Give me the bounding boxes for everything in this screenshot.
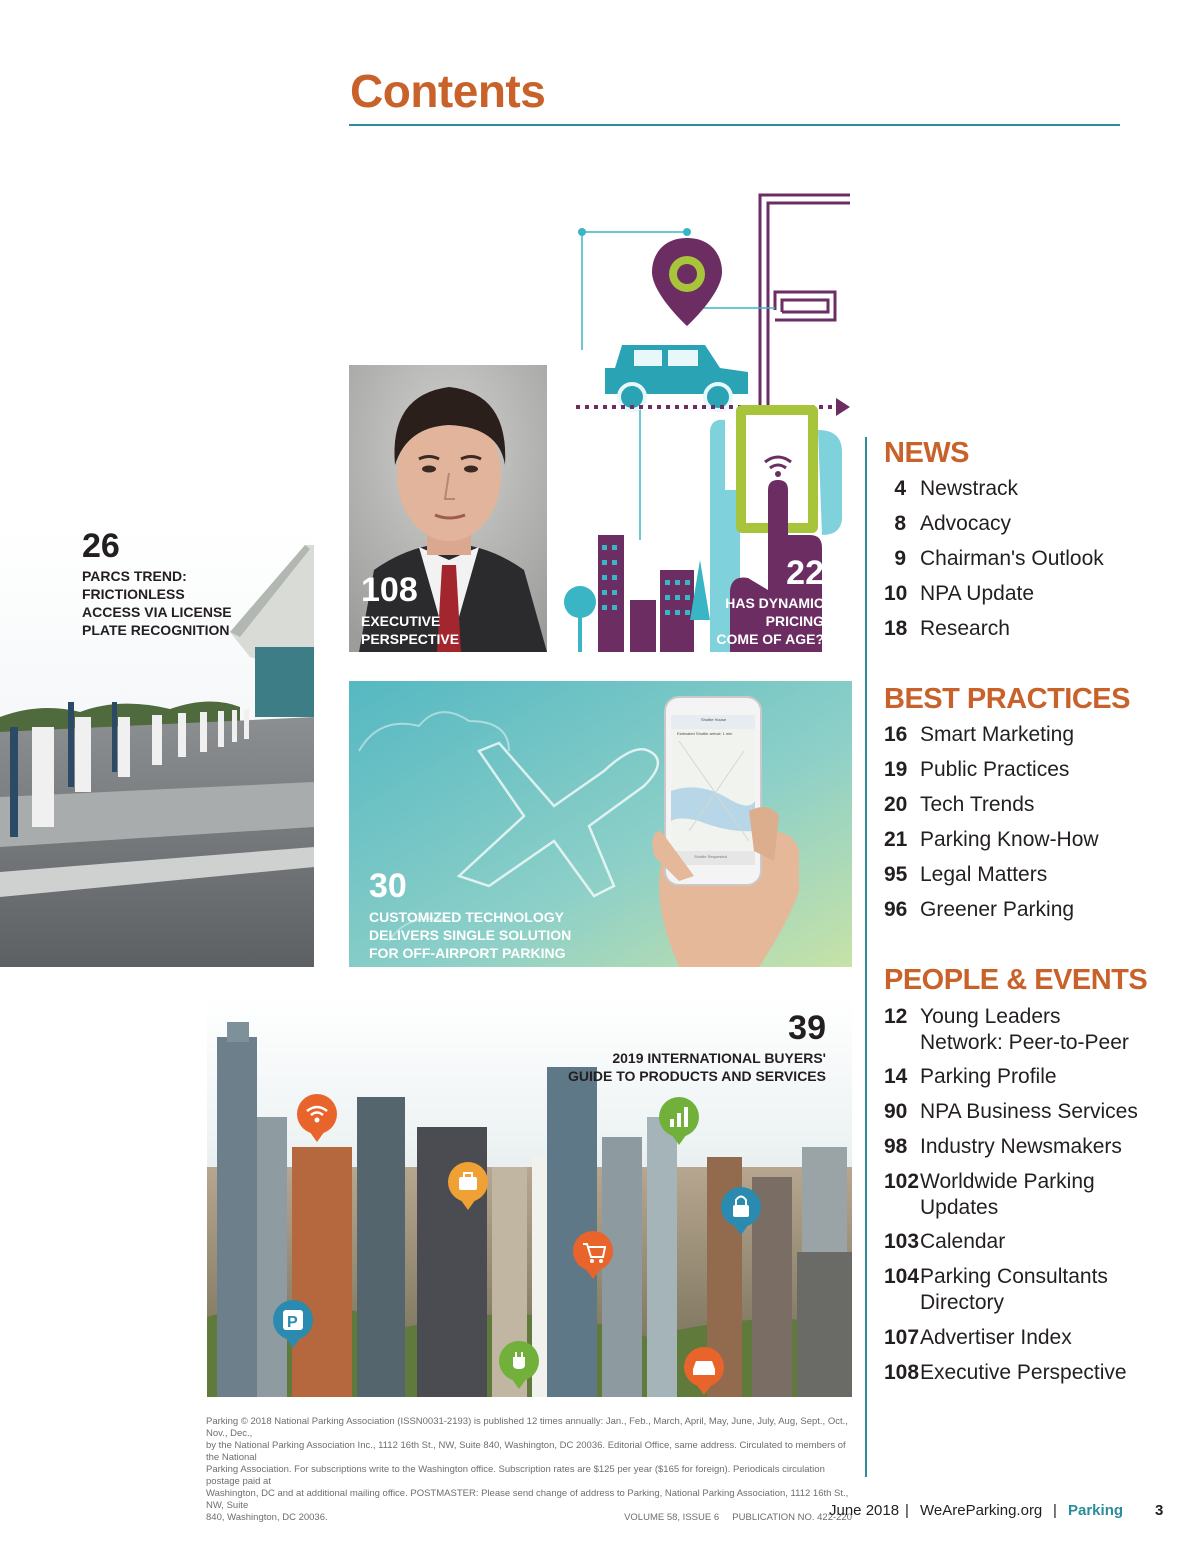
feature-caption: [369, 908, 571, 962]
toc-page-number: 107: [884, 1326, 920, 1349]
feature-number: 22: [786, 554, 824, 592]
toc-page-number: 108: [884, 1361, 920, 1384]
toc-page-number: 12: [884, 1005, 908, 1028]
feature-number: 108: [361, 571, 418, 609]
toc-page-number: 95: [884, 863, 908, 886]
page-number: 3: [1155, 1502, 1164, 1519]
volume-info: VOLUME 58, ISSUE 6 PUBLICATION NO. 422-220: [624, 1512, 852, 1523]
caption-line: PARCS TREND:: [82, 568, 187, 584]
caption-line: DELIVERS SINGLE SOLUTION: [369, 927, 572, 943]
caption-line: FRICTIONLESS: [82, 586, 185, 602]
toc-divider: [865, 437, 867, 1477]
section-heading-people-events: PEOPLE & EVENTS: [884, 964, 1148, 996]
feature-number: 39: [788, 1009, 826, 1047]
caption-line: ACCESS VIA LICENSE: [82, 604, 232, 620]
toc-label: Newstrack: [920, 477, 1019, 500]
toc-label: Industry Newsmakers: [920, 1135, 1122, 1158]
toc-label: Advocacy: [920, 512, 1012, 535]
feature-number: 30: [369, 867, 407, 905]
toc-label-continued: Network: Peer-to-Peer: [920, 1031, 1129, 1054]
toc-label: Chairman's Outlook: [920, 547, 1104, 570]
footer-separator: |: [1053, 1502, 1057, 1519]
toc-page-number: 9: [894, 547, 906, 570]
toc-page-number: 21: [884, 828, 908, 851]
toc-label: Parking Know-How: [920, 828, 1099, 851]
toc-page-number: 104: [884, 1265, 920, 1288]
title-rule: [349, 124, 1120, 126]
toc-page-number: 4: [894, 477, 906, 500]
caption-line: HAS DYNAMIC: [725, 595, 824, 611]
feature-number: 26: [82, 527, 120, 565]
toc-label: Calendar: [920, 1230, 1006, 1253]
toc-page-number: 8: [894, 512, 906, 535]
colophon-line: Washington, DC and at additional mailing office. POSTMASTER: Please send change of address to Parking, National Parking Association, 1112 16th St., NW, Suite: [206, 1488, 849, 1511]
toc-page-number: 14: [884, 1065, 908, 1088]
toc-label: Parking Consultants: [920, 1265, 1108, 1288]
toc-label: Advertiser Index: [920, 1326, 1072, 1349]
feature-executive[interactable]: [349, 365, 547, 652]
toc-label: Smart Marketing: [920, 723, 1075, 746]
toc-label-continued: Updates: [920, 1196, 999, 1219]
toc-page-number: 16: [884, 723, 908, 746]
footer-date: June 2018: [829, 1502, 900, 1519]
colophon-line: by the National Parking Association Inc., 1112 16th St., NW, Suite 840, Washington, DC 20036. Editorial Office, same address. Circulated to members of the National: [206, 1440, 846, 1463]
toc-page-number: 96: [884, 898, 908, 921]
caption-line: 2019 INTERNATIONAL BUYERS': [612, 1050, 826, 1066]
colophon-line: Parking Association. For subscriptions write to the Washington office. Subscription rates are $125 per year ($165 for foreign). Periodicals circulation postage paid at: [206, 1464, 825, 1487]
toc-page-number: 90: [884, 1100, 908, 1123]
toc-page-number: 102: [884, 1170, 920, 1193]
toc-page-number: 10: [884, 582, 908, 605]
toc-label: Greener Parking: [920, 898, 1075, 921]
feature-caption: [716, 594, 824, 648]
toc-label: Research: [920, 617, 1010, 640]
phone-screen-header: Shuttle House: [701, 717, 727, 722]
feature-buyers-guide[interactable]: [207, 997, 852, 1397]
toc-label: NPA Update: [920, 582, 1035, 605]
colophon-line: 840, Washington, DC 20036.: [206, 1512, 328, 1523]
feature-caption: [361, 612, 459, 648]
feature-dynamic-pricing[interactable]: [560, 190, 852, 652]
toc-label: NPA Business Services: [920, 1100, 1138, 1123]
toc-label: Executive Perspective: [920, 1361, 1127, 1384]
caption-line: COME OF AGE?: [716, 631, 824, 647]
toc-label: Young Leaders: [920, 1005, 1061, 1028]
colophon-line: Parking © 2018 National Parking Association (ISSN0031-2193) is published 12 times annually: Jan., Feb., March, April, May, June, July, Aug, Sept., Oct., Nov., Dec.,: [206, 1416, 848, 1439]
section-heading-best-practices: BEST PRACTICES: [884, 683, 1130, 715]
footer-magazine-name: Parking: [1068, 1502, 1124, 1519]
caption-line: PERSPECTIVE: [361, 631, 460, 647]
svg-text:P: P: [287, 1314, 298, 1331]
caption-line: EXECUTIVE: [361, 613, 441, 629]
caption-line: FOR OFF-AIRPORT PARKING: [369, 945, 566, 961]
page-title: Contents: [350, 65, 546, 117]
toc-page-number: 18: [884, 617, 908, 640]
toc-label: Tech Trends: [920, 793, 1035, 816]
feature-parcs[interactable]: [0, 527, 314, 967]
toc-page-number: 98: [884, 1135, 908, 1158]
phone-screen-button[interactable]: Shuttle Requested: [694, 854, 727, 859]
colophon: [206, 1416, 852, 1524]
phone-screen-status: Estimated Shuttle arrival: 1 min: [677, 731, 733, 736]
caption-line: GUIDE TO PRODUCTS AND SERVICES: [567, 1068, 826, 1084]
toc-label: Worldwide Parking: [920, 1170, 1095, 1193]
caption-line: CUSTOMIZED TECHNOLOGY: [369, 909, 564, 925]
feature-caption: [82, 567, 232, 639]
toc-label: Legal Matters: [920, 863, 1048, 886]
toc-page-number: 19: [884, 758, 908, 781]
toc-page-number: 20: [884, 793, 908, 816]
feature-customized-tech[interactable]: [349, 681, 852, 967]
toc-label: Parking Profile: [920, 1065, 1057, 1088]
footer-website-link[interactable]: WeAreParking.org: [920, 1502, 1043, 1519]
section-heading-news: NEWS: [884, 437, 969, 469]
feature-caption: [568, 1049, 826, 1085]
toc-page-number: 103: [884, 1230, 920, 1253]
caption-line: PLATE RECOGNITION: [82, 622, 230, 638]
toc-label: Public Practices: [920, 758, 1070, 781]
footer-separator: |: [905, 1502, 909, 1519]
toc-label-continued: Directory: [920, 1291, 1005, 1314]
caption-line: PRICING: [765, 613, 824, 629]
